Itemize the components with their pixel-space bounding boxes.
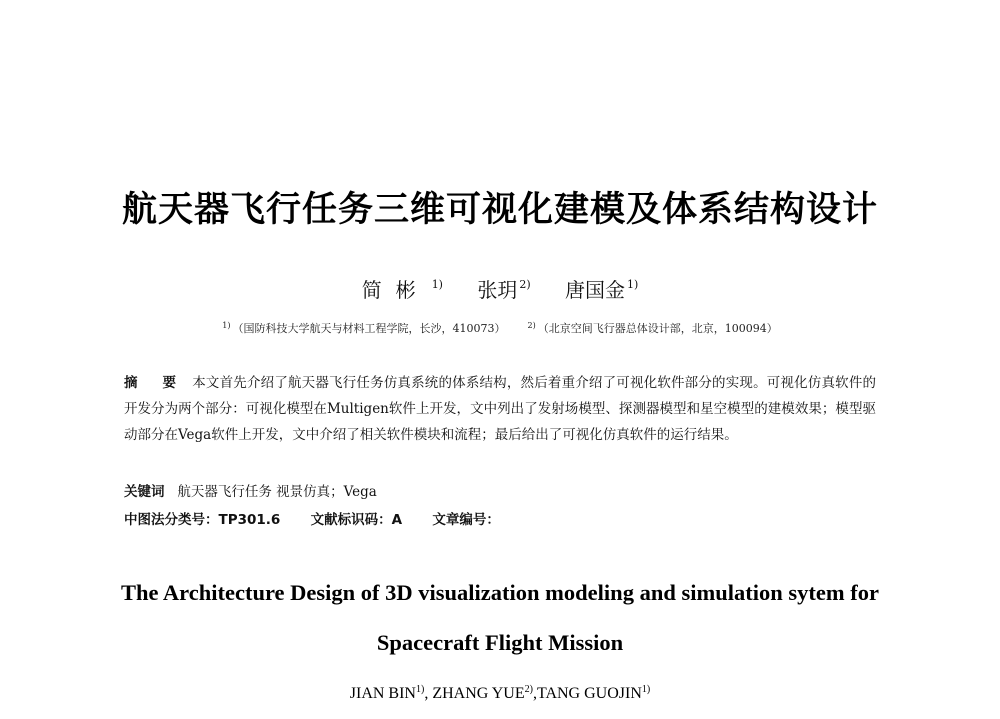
- author-name-en: ZHANG YUE: [432, 685, 525, 702]
- author-cn: [362, 278, 443, 302]
- affiliation: [528, 322, 778, 335]
- keywords-line: [124, 480, 377, 500]
- affiliation: [222, 322, 505, 335]
- author-affil-mark-en: 2): [524, 684, 533, 695]
- affiliation-text: （北京空间飞行器总体设计部，北京，100094）: [537, 322, 778, 335]
- affiliations-cn: [0, 320, 1000, 336]
- clc-label: 中图法分类号：: [124, 512, 219, 528]
- author-list-en: [0, 684, 1000, 703]
- classification-line: [124, 508, 526, 528]
- author-name: 张玥: [477, 278, 518, 302]
- doc-code-value: A: [391, 512, 403, 528]
- doc-code-label: 文献标识码：: [310, 512, 392, 528]
- keywords-text: 航天器飞行任务 视景仿真；Vega: [177, 484, 377, 500]
- author-list-cn: [0, 274, 1000, 303]
- author-affil-mark: 1): [431, 278, 443, 291]
- abstract-cn: [124, 370, 876, 448]
- author-cn: [565, 278, 638, 302]
- abstract-label: 摘 要: [124, 375, 187, 391]
- affiliation-mark: 2): [527, 321, 536, 330]
- author-affil-mark: 2): [519, 278, 531, 291]
- author-affil-mark-en: 1): [415, 684, 425, 695]
- author-cn: [477, 278, 530, 302]
- author-separator: ,: [424, 685, 433, 702]
- keywords-label: 关键词: [124, 484, 165, 500]
- author-separator: ,: [532, 685, 537, 702]
- affiliation-mark: 1): [222, 321, 231, 330]
- clc-value: TP301.6: [218, 512, 281, 528]
- clc-number: [124, 512, 280, 528]
- paper-title-cn: 航天器飞行任务三维可视化建模及体系结构设计: [121, 190, 878, 230]
- author-affil-mark: 1): [627, 278, 639, 291]
- abstract-text: 本文首先介绍了航天器飞行任务仿真系统的体系结构，然后着重介绍了可视化软件部分的实现。可视化仿真软件的开发分为两个部分：可视化模型在Multigen软件上开发，文中列出了发射场模型、探测器模型和星空模型的建模效果；模型驱动部分在Vega软件上开发，文中介绍了相关软件模块和流程；最后给出了可视化仿真软件的运行结果。: [124, 375, 877, 443]
- paper-title-en: [0, 568, 1000, 668]
- author-name-en: TANG GUOJIN: [536, 685, 642, 702]
- affiliation-text: （国防科技大学航天与材料工程学院，长沙，410073）: [232, 322, 506, 335]
- author-name: 简彬: [361, 278, 430, 302]
- title-en-line-1: The Architecture Design of 3D visualization modeling and simulation sytem for: [121, 580, 879, 605]
- article-number: [432, 512, 500, 528]
- article-number-label: 文章编号：: [432, 512, 500, 528]
- author-affil-mark-en: 1): [641, 684, 651, 695]
- author-name-en: JIAN BIN: [349, 685, 416, 702]
- document-code: [311, 512, 402, 528]
- title-en-line-2: Spacecraft Flight Mission: [376, 630, 624, 655]
- author-name: 唐国金: [565, 278, 625, 302]
